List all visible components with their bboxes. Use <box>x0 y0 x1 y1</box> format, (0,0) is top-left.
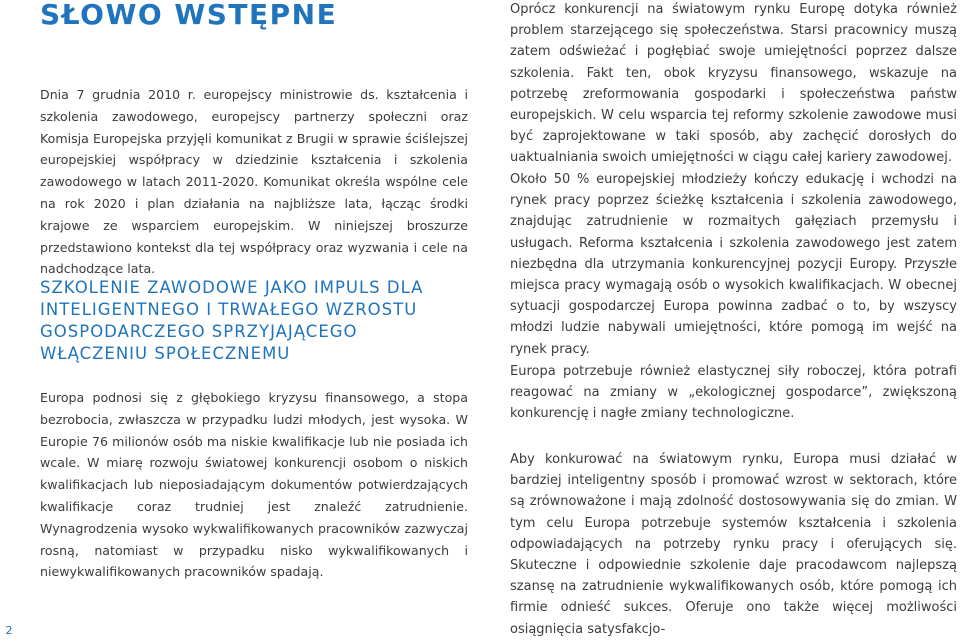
right-paragraph-3: Europa potrzebuje również elastycznej siły roboczej, która potrafi reagować na zmiany w „ekologicznej gospodarce”, zwiększoną konkurencję i nagłe zmiany technologiczne. <box>510 364 957 422</box>
intro-paragraph: Dnia 7 grudnia 2010 r. europejscy ministrowie ds. kształcenia i szkolenia zawodowego, europejscy partnerzy społeczni oraz Komisja Europejska przyjęli komunikat z Brugii w sprawie ściślejszej europejskiej współpracy w dziedzinie kształcenia i szkolenia zawodowego w latach 2011-2020. Komunikat określa wspólne cele na rok 2020 i plan działania na najbliższe lata, łącząc środki krajowe ze wsparciem europejskim. W niniejszej broszurze przedstawiono kontekst dla tej współpracy oraz wyzwania i cele na nadchodzące lata. <box>40 87 468 277</box>
right-paragraph-2: Około 50 % europejskiej młodzieży kończy edukację i wchodzi na rynek pracy poprzez ścieżkę kształcenia i szkolenia zawodowego, znajdując zatrudnienie w rozmaitych gałęziach przemysłu i usługach. Reforma kształcenia i szkolenia zawodowego jest zatem niezbędna dla utrzymania konkurencyjnej pozycji Europy. Przyszłe miejsca pracy wymagają osób o wysokich kwalifikacjach. W obecnej sytuacji gospodarczej Europa powinna zadbać o to, by wszyscy młodzi ludzie nabywali umiejętności, które pomogą im wejść na rynek pracy. <box>510 172 957 357</box>
section-body-paragraph: Europa podnosi się z głębokiego kryzysu finansowego, a stopa bezrobocia, zwłaszcza w przypadku ludzi młodych, jest wysoka. W Europie 76 milionów osób ma niskie kwalifikacje lub nie posiada ich wcale. W miarę rozwoju światowej konkurencji osobom o niskich kwalifikacjach lub nieposiadającym dokumentów potwierdzających kwalifikacje coraz trudniej jest znaleźć zatrudnienie. Wynagrodzenia wysoko wykwalifikowanych pracowników zazwyczaj rosną, natomiast w przypadku nisko wykwalifikowanych i niewykwalifikowanych pracowników spadają. <box>40 390 468 580</box>
section-heading: SZKOLENIE ZAWODOWE JAKO IMPULS DLA INTELIGENTNEGO I TRWAŁEGO WZROSTU GOSPODARCZEGO SPRZYJAJĄCEGO WŁĄCZENIU SPOŁECZNEMU <box>40 278 424 363</box>
right-paragraph-4: Aby konkurować na światowym rynku, Europa musi działać w bardziej inteligentny sposób i promować wzrost w sektorach, które są zrównoważone i mają zdolność dostosowywania się do zmian. W tym celu Europa potrzebuje systemów kształcenia i szkolenia odpowiadających na potrzeby rynku pracy i oferujących się. Skuteczne i odpowiednie szkolenie daje pracodawcom najlepszą szansę na zatrudnienie wykwalifikowanych osób, które pomogą ich firmie odnieść sukces. Oferuje ono także więcej możliwości osiągnięcia satysfakcjo- <box>510 452 957 637</box>
right-paragraph-1: Oprócz konkurencji na światowym rynku Europę dotyka również problem starzejącego się społeczeństwa. Starsi pracownicy muszą zatem odświeżać i pogłębiać swoje umiejętności poprzez dalsze szkolenia. Fakt ten, obok kryzysu finansowego, wskazuje na potrzebę zreformowania gospodarki i społeczeństwa państw europejskich. W celu wsparcia tej reformy szkolenie zawodowe musi być zaprojektowane w taki sposób, aby zachęcić dorosłych do uaktualniania swoich umiejętności w ciągu całej kariery zawodowej. <box>510 2 957 166</box>
page-number: 2 <box>5 624 13 637</box>
page-title: SŁOWO WSTĘPNE <box>40 0 338 31</box>
